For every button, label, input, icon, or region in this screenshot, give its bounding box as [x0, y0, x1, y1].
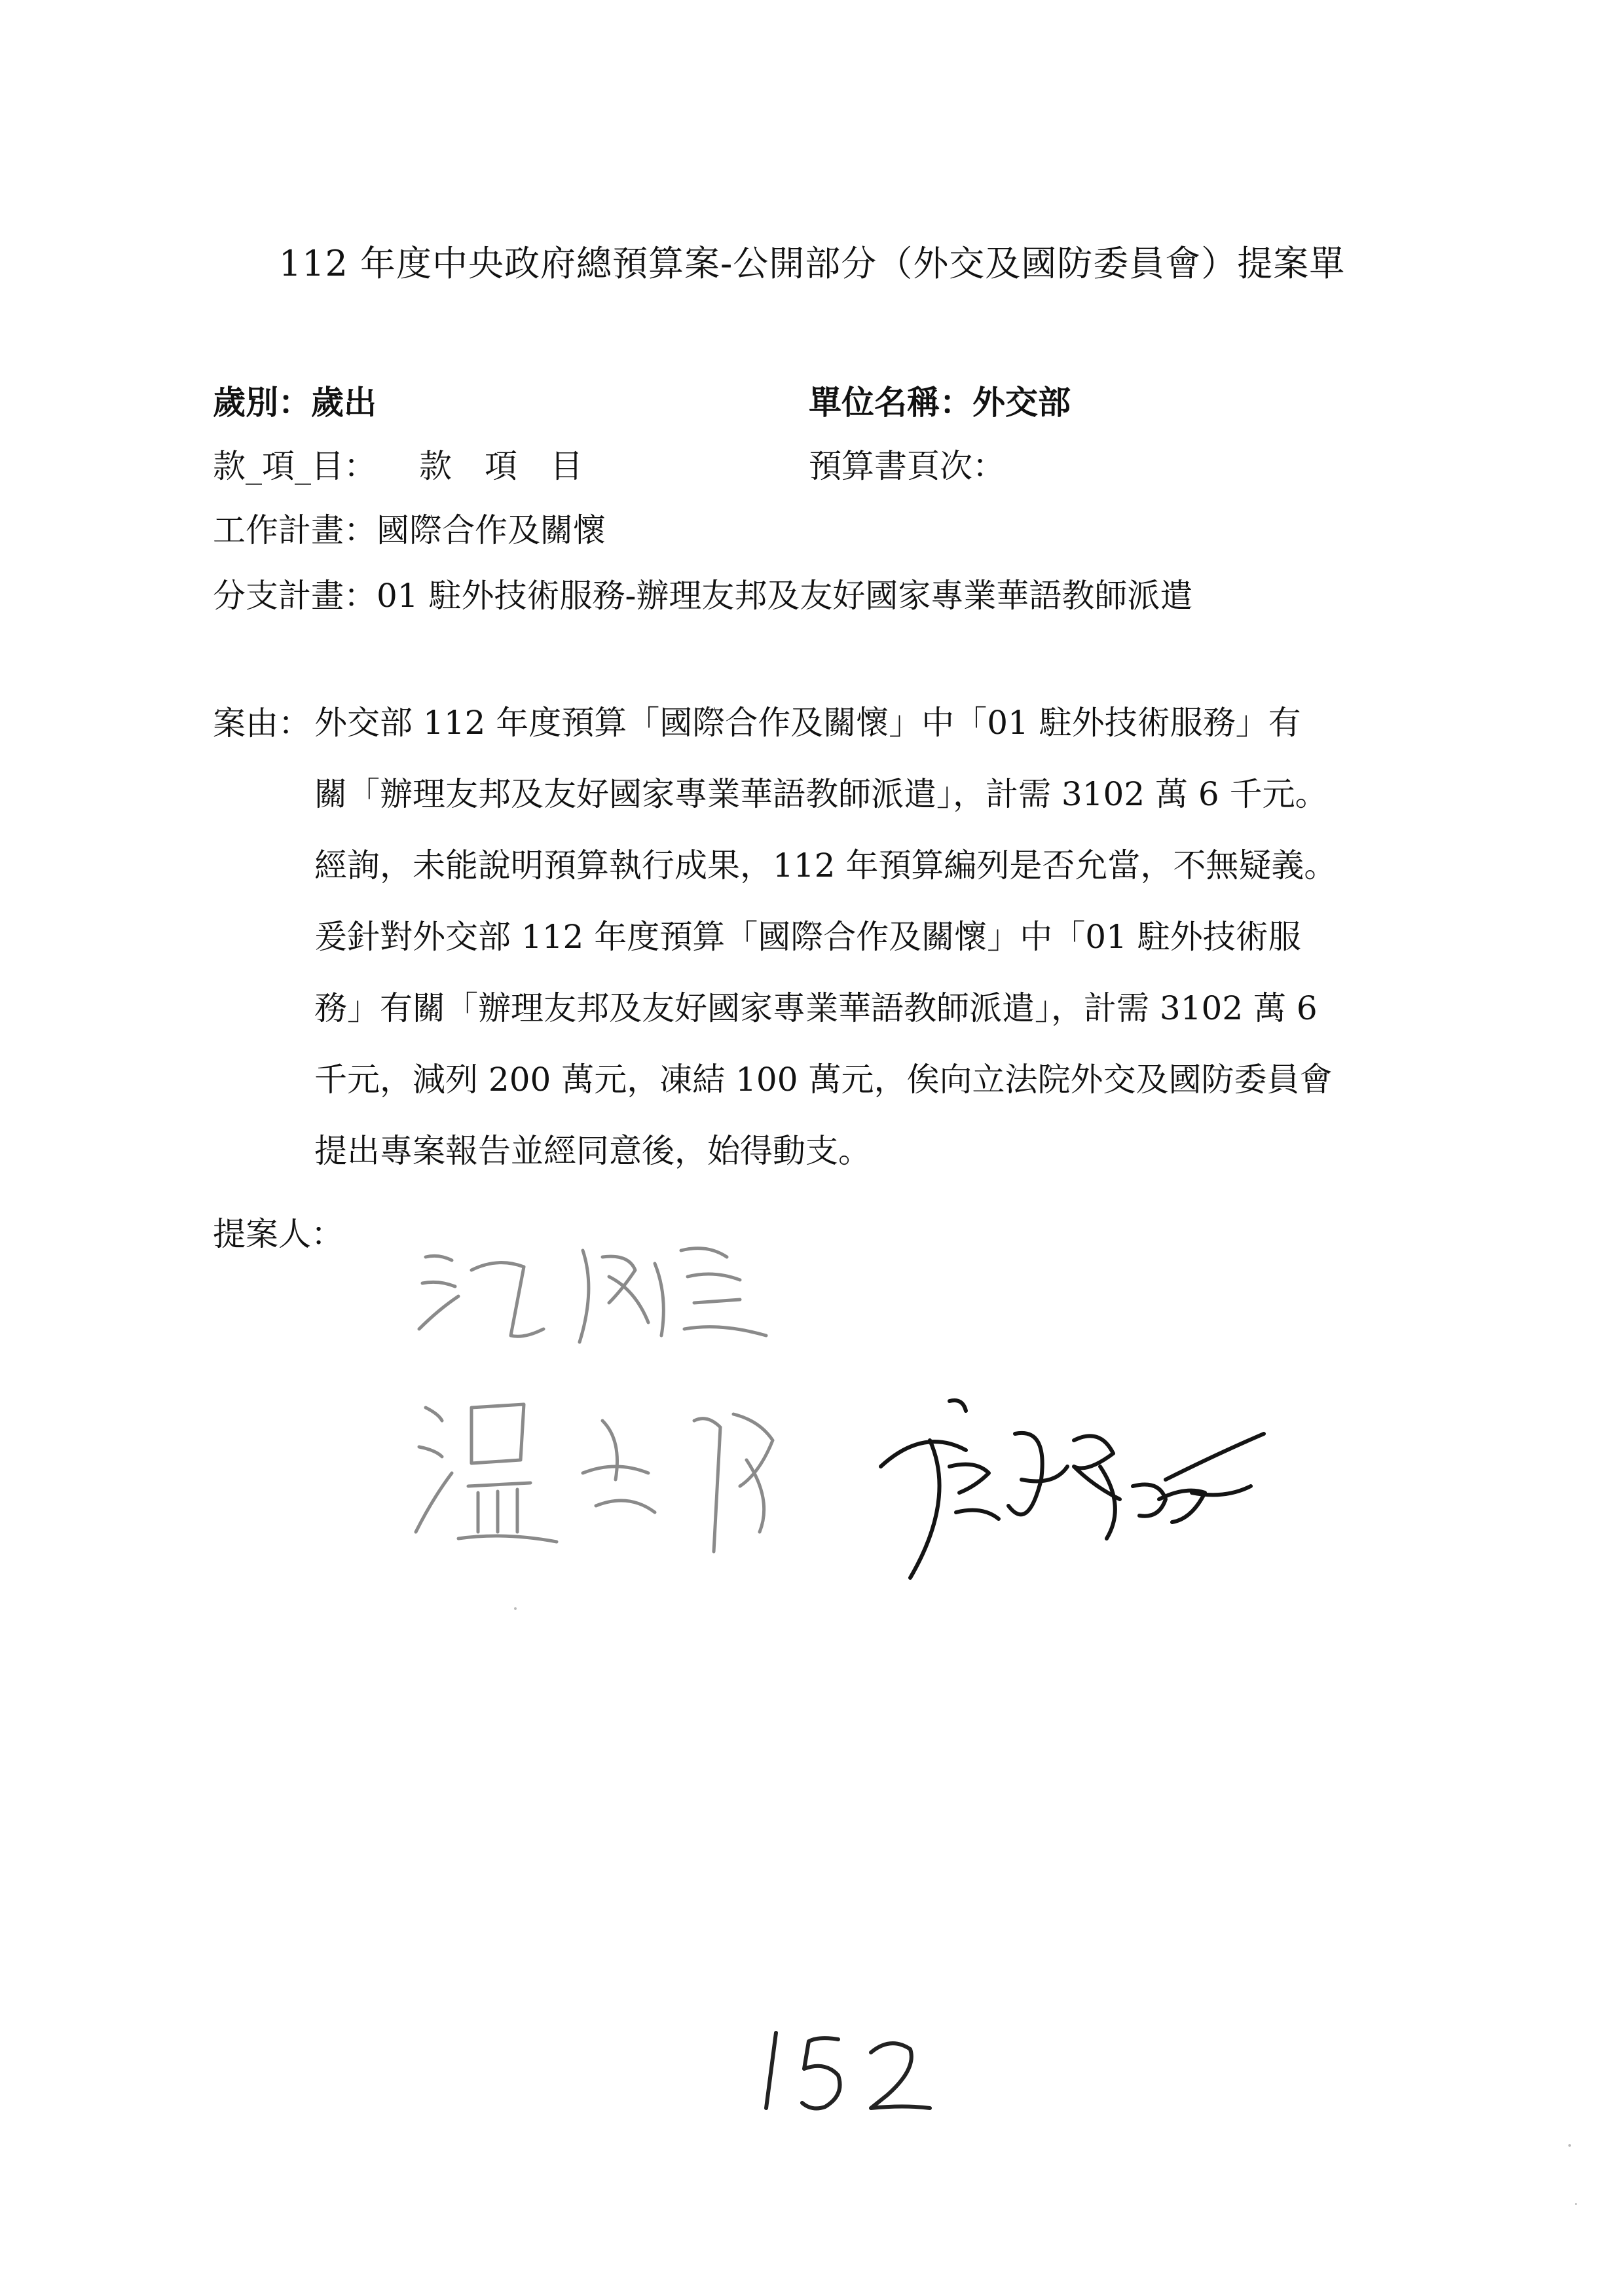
reason-line: 外交部 112 年度預算「國際合作及關懷」中「01 駐外技術服務」有 — [314, 704, 1301, 742]
signature-1 — [413, 1231, 792, 1362]
handwritten-page-number — [747, 2023, 956, 2121]
reason-line: 務」有關「辦理友邦及友好國家專業華語教師派遣」，計需 3102 萬 6 — [314, 989, 1318, 1027]
reason-line: 關「辦理友邦及友好國家專業華語教師派遣」，計需 3102 萬 6 千元。 — [314, 775, 1328, 813]
item-label: 款_項_目： — [213, 447, 377, 485]
reason-body — [314, 687, 1441, 1187]
proposer-label: 提案人： — [213, 1215, 344, 1253]
unit-name-field: 單位名稱：外交部 — [809, 383, 1071, 422]
reason-line: 爰針對外交部 112 年度預算「國際合作及關懷」中「01 駐外技術服 — [314, 918, 1301, 956]
item-values: 款 項 目 — [419, 447, 583, 485]
budget-page-field: 預算書頁次： — [809, 447, 1005, 485]
reason-line: 千元，減列 200 萬元，凍結 100 萬元，俟向立法院外交及國防委員會 — [314, 1061, 1333, 1099]
scan-speck — [1575, 2203, 1577, 2205]
document-title: 112 年度中央政府總預算案-公開部分（外交及國防委員會）提案單 — [278, 243, 1346, 284]
reason-line: 提出專案報告並經同意後，始得動支。 — [314, 1132, 871, 1170]
reason-label: 案由： — [213, 704, 311, 742]
scan-speck — [1568, 2144, 1571, 2147]
work-plan-field: 工作計畫：國際合作及關懷 — [213, 511, 606, 549]
scan-speck — [514, 1607, 517, 1610]
signature-3 — [851, 1388, 1270, 1584]
reason-line: 經詢，未能說明預算執行成果，112 年預算編列是否允當，不無疑義。 — [314, 847, 1337, 884]
signature-2 — [406, 1381, 812, 1571]
category-field: 歲別：歲出 — [213, 383, 377, 422]
sub-plan-field: 分支計畫：01 駐外技術服務-辦理友邦及友好國家專業華語教師派遣 — [213, 577, 1193, 615]
